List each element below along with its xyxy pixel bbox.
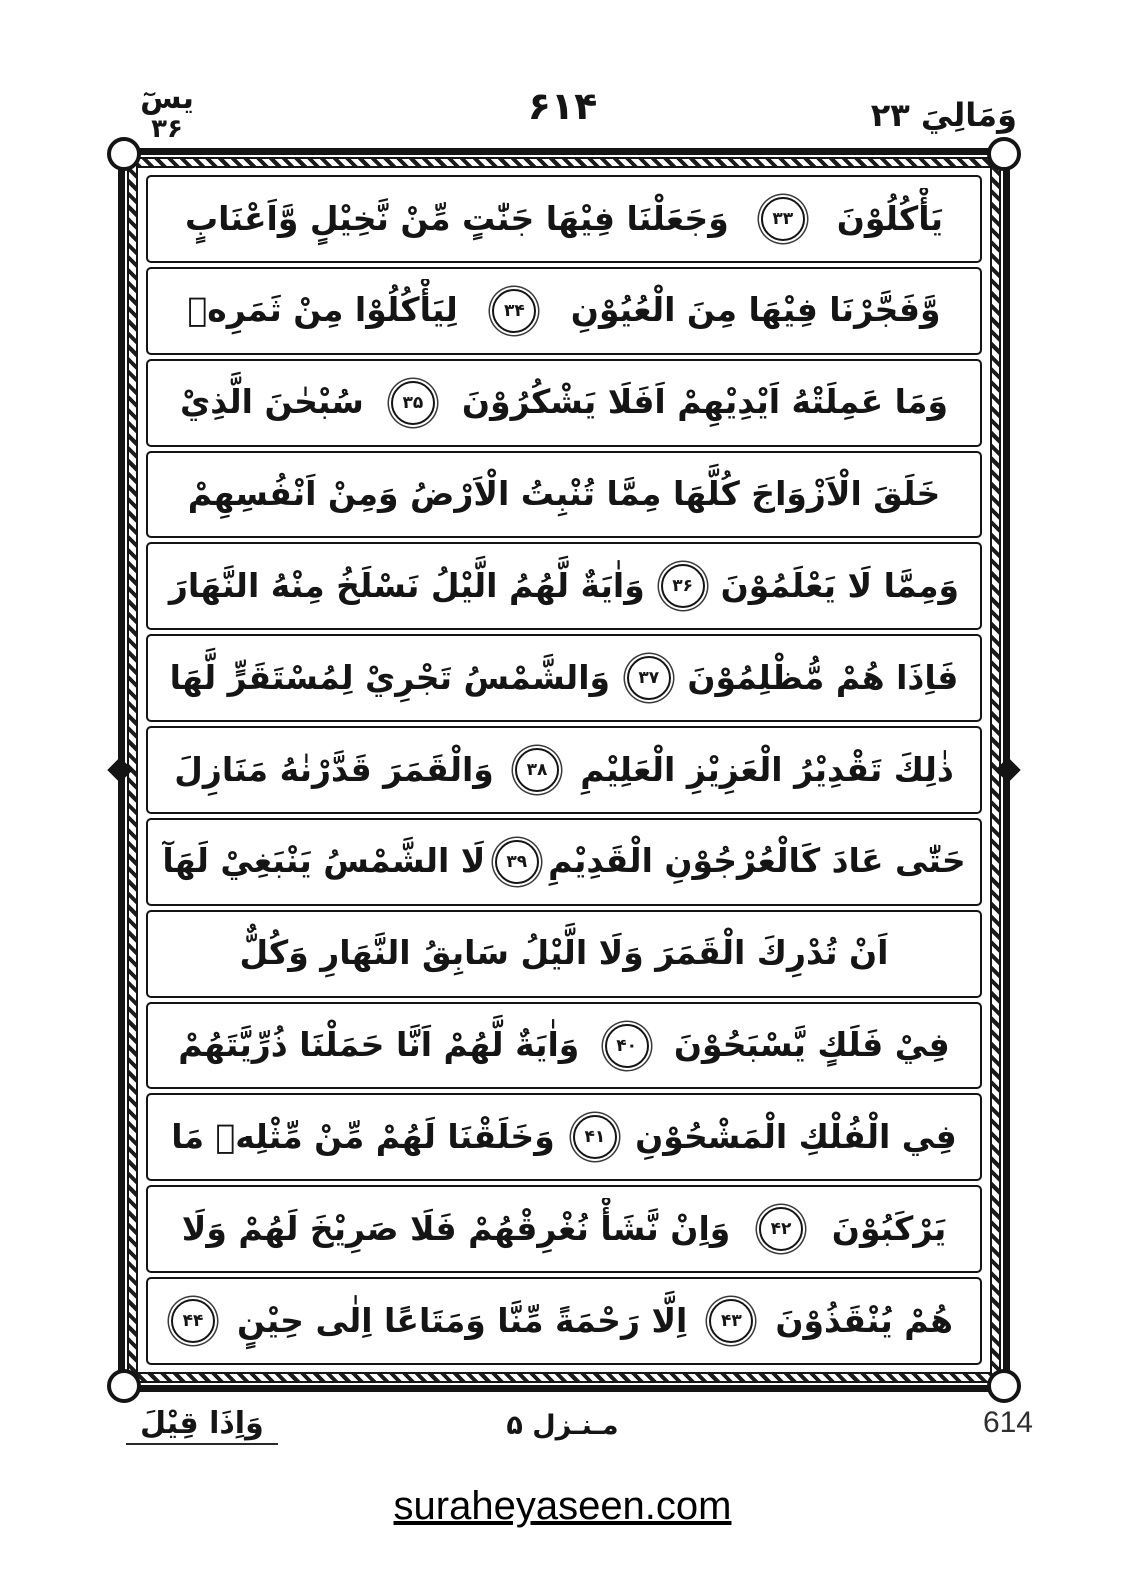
corner-ornament-bottom-right bbox=[987, 1369, 1021, 1403]
ayah-text: لِيَأْكُلُوْا مِنْ ثَمَرِهٖ bbox=[187, 290, 458, 330]
quran-line bbox=[146, 1093, 982, 1181]
ayah-text: وَمِمَّا لَا يَعْلَمُوْنَ bbox=[720, 565, 960, 605]
website-link[interactable]: suraheyaseen.com bbox=[393, 1484, 732, 1528]
ayah-text: وَاٰيَةٌ لَّهُمْ اَنَّا حَمَلْنَا ذُرِّيَّتَهُمْ bbox=[178, 1025, 580, 1065]
verse-marker: ۳۷ bbox=[627, 656, 671, 700]
quran-line bbox=[146, 451, 982, 539]
verse-marker: ۴۴ bbox=[171, 1299, 215, 1343]
ayah-text: اَنْ تُدْرِكَ الْقَمَرَ وَلَا الَّيْلُ سَابِقُ النَّهَارِ وَكُلٌّ bbox=[239, 933, 889, 973]
quran-line bbox=[146, 267, 982, 355]
ayah-text: وَالشَّمْسُ تَجْرِيْ لِمُسْتَقَرٍّ لَّهَا bbox=[169, 657, 611, 697]
verse-marker: ۴۱ bbox=[573, 1115, 617, 1159]
ayah-text: يَرْكَبُوْنَ bbox=[831, 1208, 947, 1248]
quran-text-block bbox=[146, 175, 982, 1365]
ayah-text: اِلَّا رَحْمَةً مِّنَّا وَمَتَاعًا اِلٰى حِيْنٍ bbox=[237, 1300, 688, 1340]
surah-title-block bbox=[92, 82, 242, 145]
verse-marker: ۳۳ bbox=[761, 197, 805, 241]
manzil-label: مـنـزل ۵ bbox=[506, 1410, 619, 1441]
ayah-text: وَالْقَمَرَ قَدَّرْنٰهُ مَنَازِلَ bbox=[174, 749, 494, 789]
quran-line bbox=[146, 359, 982, 447]
corner-ornament-top-right bbox=[987, 137, 1021, 171]
corner-ornament-top-left bbox=[107, 137, 141, 171]
ayah-text: وَجَعَلْنَا فِيْهَا جَنّٰتٍ مِّنْ نَّخِيْلٍ وَّاَعْنَابٍ bbox=[184, 198, 729, 238]
quran-line bbox=[146, 726, 982, 814]
verse-marker: ۳۹ bbox=[495, 840, 539, 884]
ayah-text: وَّفَجَّرْنَا فِيْهَا مِنَ الْعُيُوْنِ bbox=[570, 290, 941, 330]
verse-marker: ۴۲ bbox=[759, 1207, 803, 1251]
frame-inner bbox=[136, 166, 992, 1374]
website-link-row bbox=[0, 1484, 1125, 1529]
verse-marker: ۳۶ bbox=[661, 564, 705, 608]
ayah-text: وَمَا عَمِلَتْهُ اَيْدِيْهِمْ اَفَلَا يَشْكُرُوْنَ bbox=[461, 382, 948, 422]
quran-line bbox=[146, 175, 982, 263]
ayah-text: سُبْحٰنَ الَّذِيْ bbox=[179, 382, 364, 422]
page-number-arabic: ۶۱۴ bbox=[527, 84, 598, 128]
catchword-next-page: وَاِذَا قِيْلَ bbox=[126, 1404, 278, 1445]
ayah-text: وَاٰيَةٌ لَّهُمُ الَّيْلُ نَسْلَخُ مِنْهُ النَّهَارَ bbox=[168, 565, 645, 605]
ayah-text: وَخَلَقْنَا لَهُمْ مِّنْ مِّثْلِهٖ مَا bbox=[171, 1117, 555, 1157]
ayah-text: فَاِذَا هُمْ مُّظْلِمُوْنَ bbox=[687, 657, 959, 697]
verse-marker: ۴۰ bbox=[605, 1024, 649, 1068]
juz-label: وَمَالِيَ ۲۳ bbox=[870, 96, 1017, 134]
page-number: 614 bbox=[982, 1406, 1033, 1439]
surah-number: ۳۶ bbox=[151, 114, 183, 144]
ayah-text: حَتّٰى عَادَ كَالْعُرْجُوْنِ الْقَدِيْمِ bbox=[548, 841, 966, 881]
verse-marker: ۴۳ bbox=[709, 1299, 753, 1343]
ayah-text: خَلَقَ الْاَزْوَاجَ كُلَّهَا مِمَّا تُنْبِتُ الْاَرْضُ وَمِنْ اَنْفُسِهِمْ bbox=[187, 474, 941, 514]
quran-line bbox=[146, 1277, 982, 1365]
ayah-text: فِيْ فَلَكٍ يَّسْبَحُوْنَ bbox=[673, 1025, 950, 1065]
ayah-text: يَأْكُلُوْنَ bbox=[836, 198, 944, 238]
ayah-text: هُمْ يُنْقَذُوْنَ bbox=[775, 1300, 953, 1340]
corner-ornament-bottom-left bbox=[107, 1369, 141, 1403]
verse-marker: ۳۸ bbox=[515, 748, 559, 792]
quran-line bbox=[146, 818, 982, 906]
frame-pattern-band bbox=[127, 157, 1001, 1383]
verse-marker: ۳۴ bbox=[492, 289, 536, 333]
quran-line bbox=[146, 1002, 982, 1090]
verse-marker: ۳۵ bbox=[391, 381, 435, 425]
ayah-text: لَا الشَّمْسُ يَنْبَغِيْ لَهَآ bbox=[162, 841, 486, 881]
ayah-text: وَاِنْ نَّشَأْ نُغْرِقْهُمْ فَلَا صَرِيْخَ لَهُمْ وَلَا bbox=[181, 1208, 731, 1248]
ayah-text: ذٰلِكَ تَقْدِيْرُ الْعَزِيْزِ الْعَلِيْمِ bbox=[580, 749, 954, 789]
quran-line bbox=[146, 634, 982, 722]
quran-line bbox=[146, 542, 982, 630]
quran-line bbox=[146, 1185, 982, 1273]
ayah-text: فِي الْفُلْكِ الْمَشْحُوْنِ bbox=[635, 1117, 957, 1157]
decorative-frame bbox=[118, 148, 1010, 1392]
quran-line bbox=[146, 910, 982, 998]
surah-name: يسٓ bbox=[140, 81, 194, 116]
